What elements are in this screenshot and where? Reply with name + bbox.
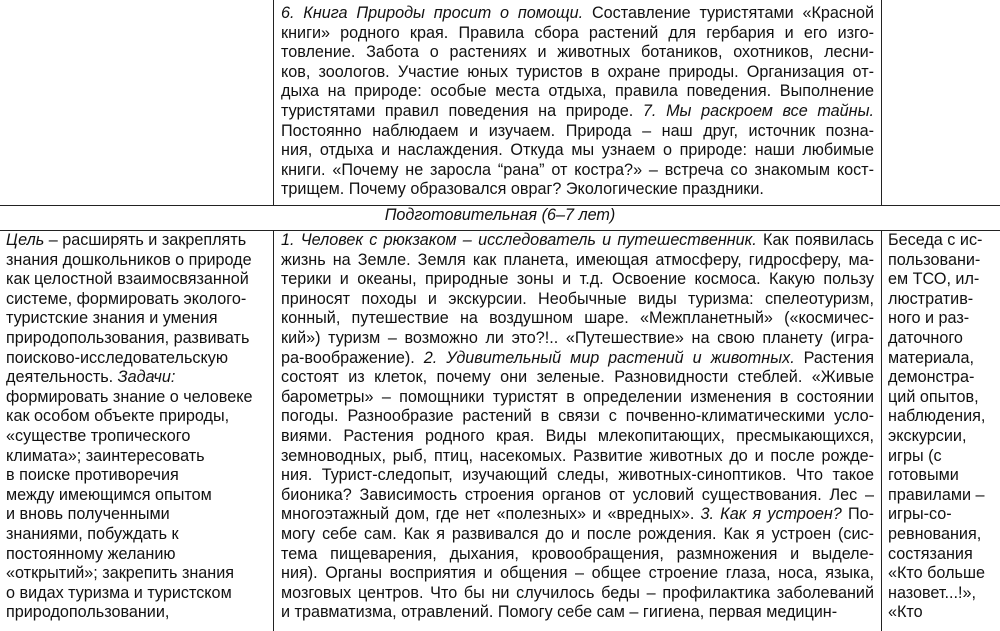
text-line — [281, 603, 874, 623]
text-line — [6, 349, 268, 369]
text-run: виями. Растения родного края. Виды млекопитающих, пресмыкающихся, — [281, 426, 874, 445]
text-run: Постоянно наблюдаем и изучаем. Природа – наш друг, источник позна- — [281, 121, 874, 140]
text-line — [6, 290, 268, 310]
text-line — [281, 63, 874, 83]
text-line — [6, 309, 268, 329]
text-run: ния). Органы восприятия и общения – общее строение глаза, носа, языка, — [281, 564, 874, 583]
text-line — [888, 270, 996, 290]
text-run: игры-со- — [888, 505, 952, 524]
text-line — [6, 584, 268, 604]
italic-heading: 2. Удивительный мир растений и животных. — [423, 348, 795, 367]
italic-heading: 7. Мы раскроем все тайны. — [642, 101, 874, 120]
text-run: тема пищеварения, дыхания, кровообращения, размножения и выделе- — [281, 544, 874, 563]
text-run: кий») туризм – возможно ли это?!.. «Путешествие» на свою планету (игра- — [281, 328, 874, 347]
text-run: правилами – — [888, 485, 985, 504]
text-line — [281, 466, 874, 486]
text-line — [281, 24, 874, 44]
table-border-top-right — [881, 0, 882, 206]
text-run: ра-воображение). — [281, 348, 424, 367]
text-run: системе, формировать эколого- — [6, 289, 247, 308]
text-run: книги» родного края. Правила сбора растений для гербария и его изго- — [281, 23, 874, 42]
text-line — [281, 4, 874, 24]
text-run: Беседа с ис- — [888, 231, 983, 249]
text-line — [6, 388, 268, 408]
text-run: игры (с — [888, 446, 942, 465]
text-line — [6, 329, 268, 349]
text-run: книги. «Почему не заросла “рана” от костра?» – встреча со знакомым кост- — [281, 160, 874, 179]
content-cell — [281, 231, 874, 623]
italic-heading: Задачи: — [117, 368, 176, 387]
text-line — [281, 545, 874, 565]
text-line — [888, 329, 996, 349]
italic-heading: Цель — [6, 231, 45, 249]
text-line — [6, 505, 268, 525]
goals-cell — [6, 231, 268, 623]
text-run: природопользовании, — [6, 603, 170, 622]
text-run: ревнования, — [888, 524, 982, 543]
table-border-top-left — [273, 0, 274, 206]
text-line — [888, 407, 996, 427]
text-line — [281, 584, 874, 604]
italic-heading: 6. Книга Природы просит о помощи. — [281, 4, 584, 22]
text-line — [281, 161, 874, 181]
text-run: – расширять и закреплять — [44, 231, 247, 249]
text-run: ем ТСО, ил- — [888, 270, 980, 289]
text-run: погоды. Разнообразие растений в связи с почвенно-климатическими усло- — [281, 407, 874, 426]
text-line — [6, 466, 268, 486]
text-line — [888, 290, 996, 310]
text-line — [6, 545, 268, 565]
text-line — [281, 141, 874, 161]
text-run: знания дошкольников о природе — [6, 250, 252, 269]
text-run: туристские знания и умения — [6, 309, 218, 328]
text-run: назовет...!», — [888, 583, 976, 602]
text-line — [888, 251, 996, 271]
text-line — [6, 603, 268, 623]
text-line — [281, 564, 874, 584]
text-run: «существе тропического — [6, 426, 191, 445]
text-run: постоянному желанию — [6, 544, 176, 563]
text-run: По- — [841, 505, 874, 524]
text-line — [6, 368, 268, 388]
text-line — [6, 564, 268, 584]
text-run: деятельность. — [6, 368, 118, 387]
text-run: наблюдения, — [888, 407, 986, 426]
text-run: барометры» – помощники туристят в определении изменения в состоянии — [281, 387, 874, 406]
text-run: экскурсии, — [888, 426, 967, 445]
text-line — [281, 427, 874, 447]
text-run: ций опытов, — [888, 387, 979, 406]
text-run: конный, путешествие на воздушном шаре. «Межпланетный» («космичес- — [281, 309, 874, 328]
text-run: и травматизма, отравлений. Помогу себе сам – гигиена, первая медицин- — [281, 603, 838, 622]
text-line — [888, 564, 996, 584]
text-run: «Кто больше — [888, 564, 985, 583]
text-line — [6, 447, 268, 467]
text-line — [6, 427, 268, 447]
text-line — [281, 388, 874, 408]
text-run: терики и океаны, природные зоны и т.д. Освоение космоса. Какую пользу — [281, 270, 874, 289]
text-run: ния, отдыха и наслаждения. Откуда мы узнаем о природе: наши любимые — [281, 141, 874, 160]
text-run: жизнь на Земле. Земля как планета, имеющая атмосферу, гидросферу, ма- — [281, 250, 874, 269]
text-run: люстратив- — [888, 289, 974, 308]
text-run: демонстра- — [888, 368, 975, 387]
text-line — [6, 486, 268, 506]
text-run: ния. Турист-следопыт, изучающий следы, животных-синоптиков. Что такое — [281, 466, 874, 485]
text-line — [888, 368, 996, 388]
text-line — [281, 309, 874, 329]
text-line — [6, 525, 268, 545]
text-run: ков, зоологов. Участие юных туристов в охране природы. Организация от- — [281, 62, 874, 81]
text-run: о видах туризма и туристском — [6, 583, 232, 602]
text-run: пользовани- — [888, 250, 981, 269]
text-run: бионика? Зависимость строения органов от условий существования. Лес – — [281, 485, 874, 504]
text-line — [281, 102, 874, 122]
text-run: знаниями, побуждать к — [6, 524, 179, 543]
text-line — [888, 584, 996, 604]
text-line — [281, 122, 874, 142]
text-run: климата»; заинтересовать — [6, 446, 205, 465]
section-title: Подготовительная (6–7 лет) — [384, 206, 616, 224]
text-line — [888, 603, 996, 623]
text-run: ного и раз- — [888, 309, 970, 328]
text-line — [281, 349, 874, 369]
text-run: в поиске противоречия — [6, 466, 179, 485]
text-line — [281, 407, 874, 427]
text-run: товление. Забота о растениях и животных ботаников, охотников, лесни- — [281, 43, 874, 62]
text-run: и вновь полученными — [6, 505, 170, 524]
text-run: дыха на природе: особые места отдыха, правила поведения. Выполнение — [281, 82, 874, 101]
text-line — [888, 466, 996, 486]
text-run: трищем. Почему образовался овраг? Экологические праздники. — [281, 180, 764, 199]
text-line — [281, 486, 874, 506]
text-line — [888, 447, 996, 467]
text-line — [281, 251, 874, 271]
text-run: готовыми — [888, 466, 959, 485]
text-run: формировать знание о человеке — [6, 387, 253, 406]
text-run: Составление туристятами «Красной — [583, 4, 874, 22]
text-line — [888, 486, 996, 506]
text-line — [888, 545, 996, 565]
text-run: состязания — [888, 544, 973, 563]
text-line — [281, 231, 874, 251]
italic-heading: 1. Человек с рюкзаком – исследователь и путешественник. — [281, 231, 757, 249]
text-run: Растения — [794, 348, 874, 367]
text-run: природопользования, развивать — [6, 328, 250, 347]
text-line — [281, 505, 874, 525]
top-content-cell — [281, 4, 874, 200]
text-line — [281, 82, 874, 102]
text-line — [888, 309, 996, 329]
text-line — [888, 388, 996, 408]
text-line — [888, 525, 996, 545]
text-line — [6, 251, 268, 271]
text-line — [281, 447, 874, 467]
text-line — [281, 329, 874, 349]
text-run: земноводных, рыб, птиц, насекомых. Развитие животных до и после рожде- — [281, 446, 874, 465]
table-border-bottom-left — [273, 230, 274, 631]
text-line — [888, 427, 996, 447]
text-run: приносят походы и экскурсии. Необычные виды туризма: спелеотуризм, — [281, 289, 874, 308]
text-line — [281, 270, 874, 290]
text-run: как целостной взаимосвязанной — [6, 270, 249, 289]
table-border-bottom-right — [881, 230, 882, 631]
text-run: многоэтажный дом, где нет «полезных» и «вредных». — [281, 505, 701, 524]
text-run: как особом объекте природы, — [6, 407, 230, 426]
text-line — [281, 525, 874, 545]
text-line — [6, 407, 268, 427]
text-run: Как появилась — [756, 231, 874, 249]
italic-heading: 3. Как я устроен? — [700, 505, 842, 524]
text-run: мозговых центров. Что бы ни случилось беды – профилактика заболеваний — [281, 583, 874, 602]
text-line — [6, 231, 268, 251]
text-line — [888, 231, 996, 251]
text-run: «Кто — [888, 603, 923, 622]
text-run: даточного — [888, 328, 963, 347]
text-run: материала, — [888, 348, 975, 367]
text-line — [6, 270, 268, 290]
text-run: между имеющимся опытом — [6, 485, 212, 504]
text-run: могу себе сам. Как я развивался до и после рождения. Как я устроен (сис- — [281, 524, 874, 543]
methods-cell — [888, 231, 996, 623]
text-run: туристятами правил поведения на природе. — [281, 101, 643, 120]
text-run: состоят из клеток, почему они зеленые. Разновидности стеблей. «Живые — [281, 368, 874, 387]
text-line — [281, 290, 874, 310]
text-line — [281, 368, 874, 388]
text-run: «открытий»; закрепить знания — [6, 564, 235, 583]
text-line — [281, 43, 874, 63]
text-run: поисково-исследовательскую — [6, 348, 228, 367]
text-line — [281, 180, 874, 200]
text-line — [888, 505, 996, 525]
text-line — [888, 349, 996, 369]
